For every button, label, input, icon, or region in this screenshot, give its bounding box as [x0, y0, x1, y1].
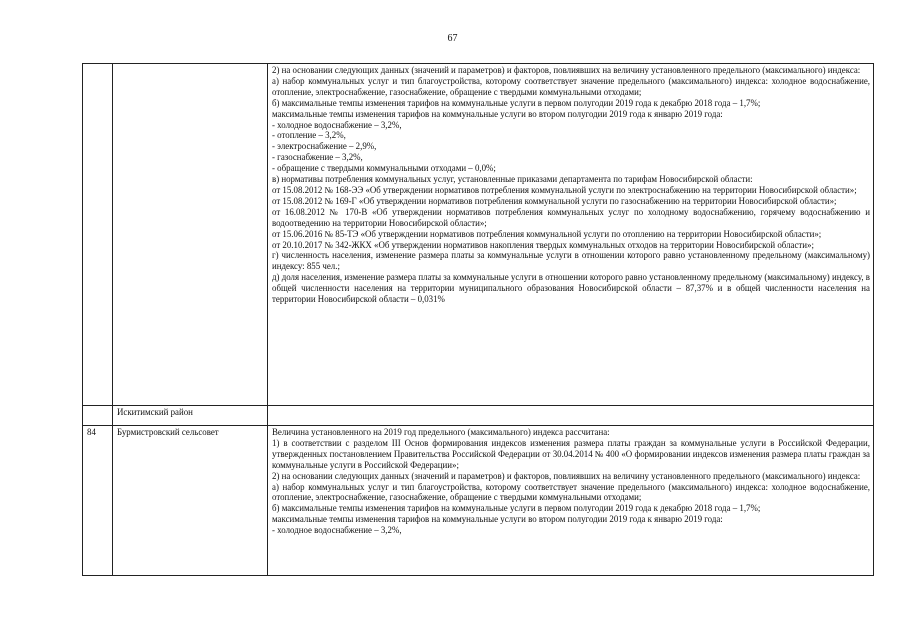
paragraph: - обращение с твердыми коммунальными отходами – 0,0%;	[272, 163, 496, 174]
municipality-name: Бурмистровский сельсовет	[113, 426, 268, 576]
table-row	[83, 426, 874, 576]
paragraph: - электроснабжение – 2,9%,	[272, 141, 377, 152]
paragraph: 2) на основании следующих данных (значений и параметров) и факторов, повлиявших на величину установленного предельного (максимального) индекса:	[272, 65, 861, 75]
description-cell	[268, 406, 874, 426]
row-number	[83, 64, 113, 406]
paragraph: б) максимальные темпы изменения тарифов на коммунальные услуги в первом полугодии 2019 года к декабрю 2018 года – 1,7%;	[272, 503, 761, 514]
paragraph: максимальные темпы изменения тарифов на коммунальные услуги во втором полугодии 2019 года к январю 2019 года:	[272, 108, 723, 119]
paragraph: 2) на основании следующих данных (значений и параметров) и факторов, повлиявших на величину установленного предельного (максимального) индекса:	[272, 470, 861, 481]
paragraph: от 15.06.2016 № 85-ТЭ «Об утверждении нормативов потребления коммунальной услуги по отоплению на территории Новосибирской области»;	[272, 228, 822, 239]
paragraph: а) набор коммунальных услуг и тип благоустройства, которому соответствует значение предельного (максимального) индекса: холодное водоснабжение, отопление, электроснабжение, газоснабжение, обращение с твердыми коммунальными отходами;	[272, 481, 870, 503]
paragraph: а) набор коммунальных услуг и тип благоустройства, которому соответствует значение предельного (максимального) индекса: холодное водоснабжение, отопление, электроснабжение, газоснабжение, обращение с твердыми коммунальными отходами;	[272, 75, 870, 97]
district-name: Искитимский район	[113, 406, 268, 426]
document-table	[82, 63, 874, 576]
paragraph: - газоснабжение – 3,2%,	[272, 152, 363, 163]
paragraph: 1) в соответствии с разделом III Основ формирования индексов изменения размера платы граждан за коммунальные услуги в Российской Федерации, утвержденных постановлением Правительства Российской Федерации от 30.04.2014 № 400 «О формировании индексов изменения размера платы граждан за коммунальные услуги в Российской Федерации»;	[272, 437, 870, 470]
description-cell	[268, 426, 874, 576]
row-number: 84	[83, 426, 113, 576]
paragraph: г) численность населения, изменение размера платы за коммунальные услуги в отношении которого равно установленному предельному (максимальному) индексу: 855 чел.;	[272, 250, 870, 272]
page-number: 67	[447, 33, 458, 44]
paragraph: Величина установленного на 2019 год предельного (максимального) индекса рассчитана:	[272, 427, 610, 437]
paragraph: д) доля населения, изменение размера платы за коммунальные услуги в отношении которого равно установленному предельному (максимальному) индексу, в общей численности населения на территории муниципального образования Новосибирской области – 87,37% и в общей численности населения на территории Новосибирской области – 0,031%	[272, 272, 870, 305]
paragraph: - холодное водоснабжение – 3,2%,	[272, 525, 402, 536]
paragraph: - отопление – 3,2%,	[272, 130, 346, 141]
paragraph: в) нормативы потребления коммунальных услуг, установленные приказами департамента по тарифам Новосибирской области:	[272, 174, 753, 185]
row-number	[83, 406, 113, 426]
paragraph: от 16.08.2012 № 170-В «Об утверждении нормативов потребления коммунальных услуг по холодному водоснабжению, горячему водоснабжению и водоотведению на территории Новосибирской области»;	[272, 206, 870, 228]
description-cell	[268, 64, 874, 406]
table-row	[83, 64, 874, 406]
municipality-name	[113, 64, 268, 406]
paragraph: от 20.10.2017 № 342-ЖКХ «Об утверждении нормативов накопления твердых коммунальных отходов на территории Новосибирской области»;	[272, 239, 814, 250]
paragraph: б) максимальные темпы изменения тарифов на коммунальные услуги в первом полугодии 2019 года к декабрю 2018 года – 1,7%;	[272, 97, 761, 108]
paragraph: от 15.08.2012 № 168-ЭЭ «Об утверждении нормативов потребления коммунальной услуги по электроснабжению на территории Новосибирской области»;	[272, 184, 857, 195]
paragraph: от 15.08.2012 № 169-Г «Об утверждении нормативов потребления коммунальной услуги по газоснабжению на территории Новосибирской области»;	[272, 195, 837, 206]
table-row	[83, 406, 874, 426]
paragraph: максимальные темпы изменения тарифов на коммунальные услуги во втором полугодии 2019 года к январю 2019 года:	[272, 514, 723, 525]
paragraph: - холодное водоснабжение – 3,2%,	[272, 119, 402, 130]
